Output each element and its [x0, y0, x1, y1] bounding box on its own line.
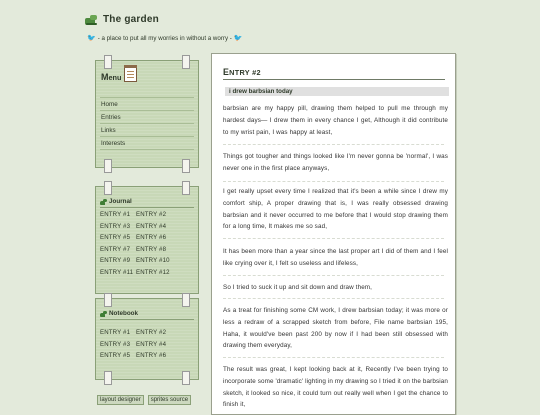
site-header	[85, 14, 243, 42]
notebook-entry-link[interactable]: ENTRY #4	[136, 340, 167, 348]
divider	[223, 181, 444, 182]
notebook-entry-link[interactable]: ENTRY #3	[100, 340, 131, 348]
journal-entry-link[interactable]: ENTRY #1	[100, 211, 131, 218]
divider	[223, 79, 445, 80]
post-card	[211, 53, 456, 415]
dinosaur-icon	[100, 311, 107, 317]
menu-panel	[95, 60, 199, 168]
divider	[100, 319, 194, 320]
menu-item-entries[interactable]: Entries	[100, 111, 194, 124]
tape-decoration	[104, 181, 112, 195]
tape-decoration	[104, 293, 112, 307]
post-paragraph: So I tried to suck it up and sit down and draw them,	[223, 284, 373, 291]
post-title: ENTRY #2	[223, 67, 261, 77]
journal-entry-link[interactable]: ENTRY #2	[136, 211, 167, 218]
journal-entry-link[interactable]: ENTRY #3	[100, 222, 131, 230]
journal-panel	[95, 186, 199, 294]
tape-decoration	[104, 371, 112, 385]
notebook-entry-list	[100, 327, 196, 362]
journal-entry-link[interactable]: ENTRY #10	[136, 257, 170, 264]
journal-entry-list	[100, 209, 196, 278]
post-paragraph: Things got tougher and things looked like I'm never gonna be 'normal', I was never one in the first place anyways,	[223, 153, 448, 172]
notebook-entry-link[interactable]: ENTRY #1	[100, 329, 131, 336]
notice-board-icon	[124, 67, 137, 82]
tape-decoration	[182, 293, 190, 307]
menu-item-home[interactable]: Home	[100, 97, 194, 111]
tape-decoration	[182, 159, 190, 173]
notebook-entry-link[interactable]: ENTRY #2	[136, 329, 167, 336]
garden-logo-icon	[85, 15, 98, 25]
site-tagline	[85, 34, 245, 42]
footer-links	[97, 395, 191, 405]
journal-entry-link[interactable]: ENTRY #8	[136, 245, 167, 253]
tape-decoration	[182, 371, 190, 385]
notebook-entry-link[interactable]: ENTRY #5	[100, 352, 131, 359]
menu-list	[100, 97, 194, 150]
journal-entry-link[interactable]: ENTRY #6	[136, 234, 167, 241]
journal-heading: Journal	[100, 198, 132, 205]
site-title: The garden	[103, 14, 159, 25]
notebook-heading: Notebook	[100, 310, 138, 317]
menu-heading: Menu	[101, 72, 122, 82]
menu-item-interests[interactable]: Interests	[100, 137, 194, 150]
divider	[223, 298, 444, 299]
journal-entry-link[interactable]: ENTRY #5	[100, 234, 131, 241]
divider	[223, 144, 444, 145]
bird-icon: 🐦	[87, 35, 96, 42]
divider	[223, 238, 444, 239]
dinosaur-icon	[100, 199, 107, 205]
divider	[100, 207, 194, 208]
journal-entry-link[interactable]: ENTRY #4	[136, 222, 167, 230]
post-subtitle: i drew barbsian today	[225, 87, 449, 96]
journal-entry-link[interactable]: ENTRY #9	[100, 257, 131, 264]
tape-decoration	[104, 159, 112, 173]
post-paragraph: The result was great, I kept looking back at it, Recently I've been trying to incorporate some 'dramatic' lighting in my drawing so I tried it on the barbsian sketch, it looked so nice, it could turn out really well when I get the chance to finish it,	[223, 366, 448, 409]
tape-decoration	[182, 55, 190, 69]
post-paragraph: barbsian are my happy pill, drawing them helped to pull me through my hardest days— I drew them in every chance I get, Although it did contribute to my wrist pain, I was happy at least,	[223, 105, 448, 136]
tape-decoration	[104, 55, 112, 69]
notebook-panel	[95, 298, 199, 380]
post-paragraph: As a treat for finishing some CM work, I drew barbsian today; it was more or less a redraw of a scrapped sketch from before, File name barbsian 195, Haha, it would've been past 200 by now if I had been still obsessed with drawing them everyday,	[223, 307, 448, 350]
divider	[223, 275, 444, 276]
tape-decoration	[182, 181, 190, 195]
menu-item-links[interactable]: Links	[100, 124, 194, 137]
post-paragraph: It has been more than a year since the last proper art I did of them and I feel like crying over it, I felt so useless and lifeless,	[223, 248, 448, 267]
journal-entry-link[interactable]: ENTRY #11	[100, 268, 134, 276]
bird-icon: 🐦	[233, 35, 243, 42]
tagline-text: - a place to put all my worries in without a worry -	[97, 35, 232, 42]
layout-designer-link[interactable]: layout designer	[97, 395, 144, 405]
site-logo[interactable]	[85, 14, 159, 25]
post-paragraph: I get really upset every time I realized that it's been a while since I drew my comfort ship, A proper drawing that is, I was really obsessed drawing barbsian and it never occurred to me before that I would stop drawing them for a long time, It makes me so sad,	[223, 188, 448, 231]
divider	[223, 357, 444, 358]
journal-entry-link[interactable]: ENTRY #7	[100, 245, 131, 253]
sprites-source-link[interactable]: sprites source	[148, 395, 191, 405]
journal-entry-link[interactable]: ENTRY #12	[136, 268, 170, 276]
notebook-entry-link[interactable]: ENTRY #6	[136, 352, 167, 359]
